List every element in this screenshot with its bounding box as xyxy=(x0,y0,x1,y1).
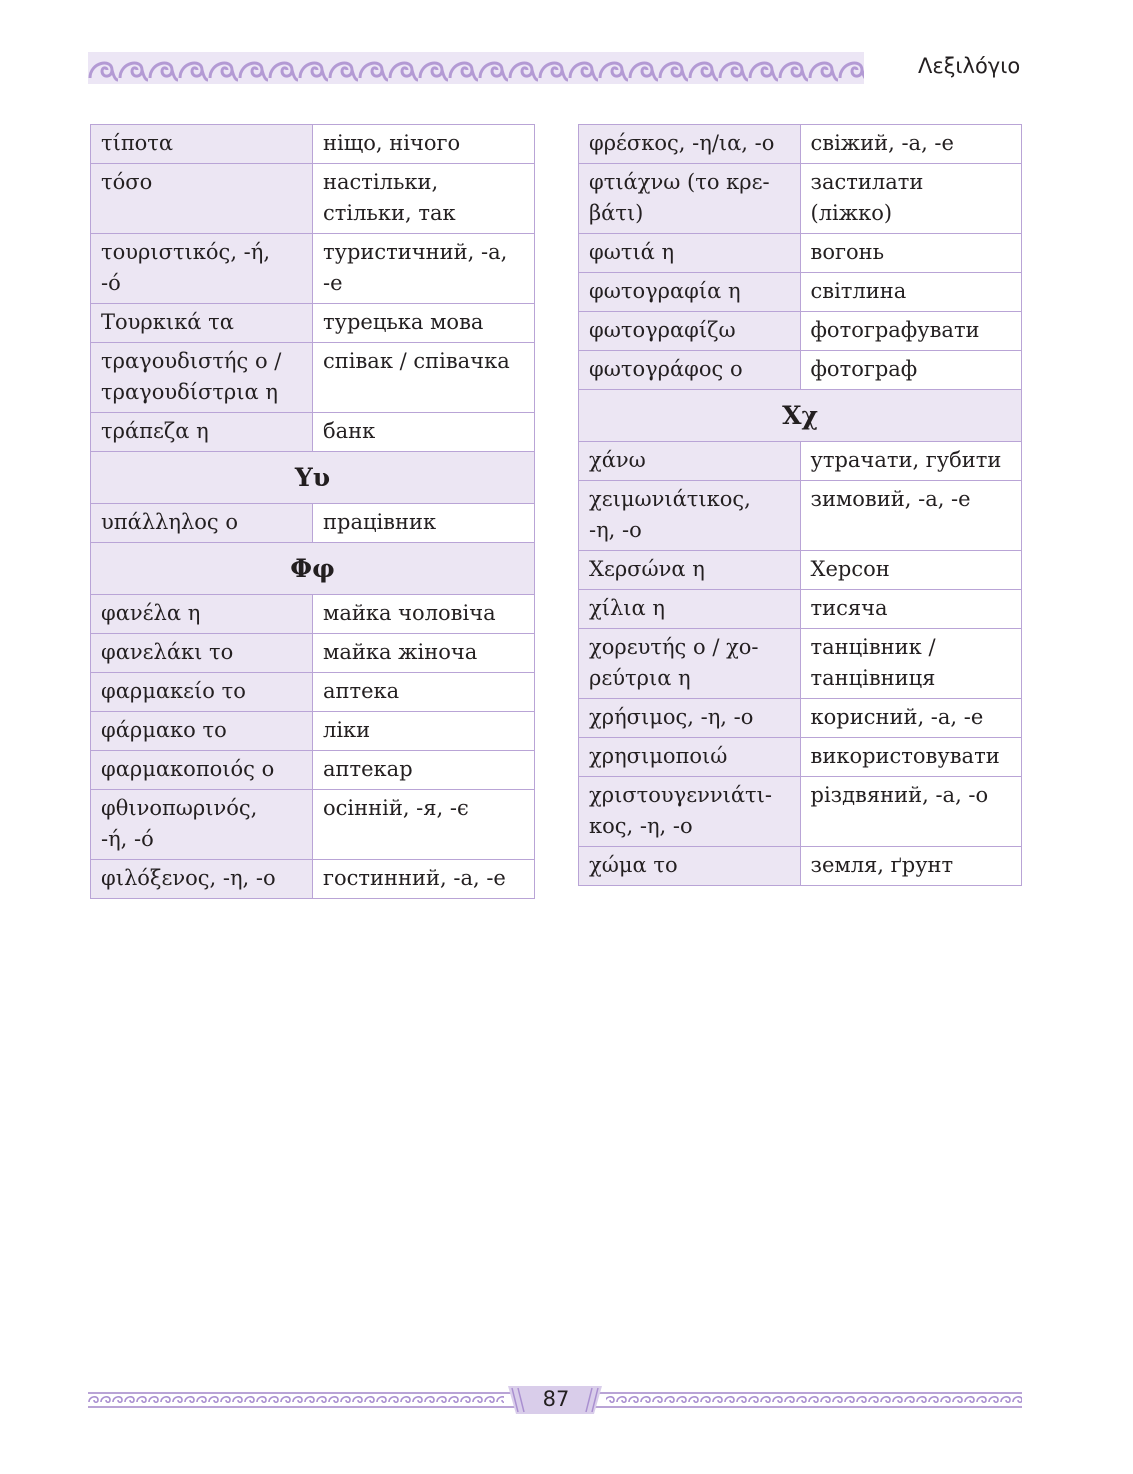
vocabulary-row xyxy=(579,629,1022,699)
vocabulary-row xyxy=(579,777,1022,847)
ukrainian-translation: застилати (ліжко) xyxy=(800,164,1022,234)
vocabulary-row xyxy=(91,790,535,860)
vocabulary-table-left xyxy=(90,124,535,899)
ukrainian-translation: майка жіноча xyxy=(313,634,535,673)
greek-term: φωτογραφία η xyxy=(579,273,801,312)
vocabulary-row xyxy=(91,304,535,343)
ukrainian-translation: аптекар xyxy=(313,751,535,790)
ukrainian-translation: вогонь xyxy=(800,234,1022,273)
vocabulary-row xyxy=(579,738,1022,777)
greek-term: φάρμακο το xyxy=(91,712,313,751)
greek-term: χάνω xyxy=(579,442,801,481)
ukrainian-translation: різдвяний, -а, -о xyxy=(800,777,1022,847)
ukrainian-translation: настільки, стільки, так xyxy=(313,164,535,234)
greek-term: φανελάκι το xyxy=(91,634,313,673)
ukrainian-translation: утрачати, губити xyxy=(800,442,1022,481)
ukrainian-translation: світлина xyxy=(800,273,1022,312)
ukrainian-translation: танцівник / танцівниця xyxy=(800,629,1022,699)
greek-term: φθινοπωρινός, -ή, -ό xyxy=(91,790,313,860)
greek-term: φαρμακείο το xyxy=(91,673,313,712)
ukrainian-translation: працівник xyxy=(313,504,535,543)
page-number: 87 xyxy=(542,1387,570,1411)
greek-term: φανέλα η xyxy=(91,595,313,634)
greek-term: χριστουγεννιάτι- κος, -η, -ο xyxy=(579,777,801,847)
ukrainian-translation: зимовий, -а, -е xyxy=(800,481,1022,551)
greek-term: χειμωνιάτικος, -η, -ο xyxy=(579,481,801,551)
ukrainian-translation: співак / співачка xyxy=(313,343,535,413)
vocabulary-row xyxy=(579,312,1022,351)
ukrainian-translation: нiщо, нiчого xyxy=(313,125,535,164)
greek-term: φωτογραφίζω xyxy=(579,312,801,351)
vocabulary-row xyxy=(579,847,1022,886)
vocabulary-row xyxy=(91,413,535,452)
page-header-title: Λεξιλόγιο xyxy=(918,54,1021,78)
greek-term: φωτογράφος ο xyxy=(579,351,801,390)
vocabulary-row xyxy=(579,351,1022,390)
vocabulary-row xyxy=(579,273,1022,312)
greek-term: φιλόξενος, -η, -ο xyxy=(91,860,313,899)
vocabulary-row xyxy=(91,751,535,790)
vocabulary-row xyxy=(579,234,1022,273)
vocabulary-row xyxy=(91,595,535,634)
greek-term: χρήσιμος, -η, -ο xyxy=(579,699,801,738)
greek-term: χρησιμοποιώ xyxy=(579,738,801,777)
ukrainian-translation: банк xyxy=(313,413,535,452)
ukrainian-translation: майка чоловіча xyxy=(313,595,535,634)
vocabulary-row xyxy=(579,125,1022,164)
vocabulary-row xyxy=(91,634,535,673)
greek-term: Χερσώνα η xyxy=(579,551,801,590)
letter-section-row xyxy=(579,390,1022,442)
section-letter: Χχ xyxy=(579,390,1022,442)
vocabulary-row xyxy=(91,860,535,899)
greek-term: χίλια η xyxy=(579,590,801,629)
vocabulary-row xyxy=(579,590,1022,629)
vocabulary-row xyxy=(91,673,535,712)
ukrainian-translation: використовувати xyxy=(800,738,1022,777)
letter-section-row xyxy=(91,543,535,595)
greek-term: φτιάχνω (το κρε- βάτι) xyxy=(579,164,801,234)
greek-term: χορευτής ο / χο- ρεύτρια η xyxy=(579,629,801,699)
section-letter: Φφ xyxy=(91,543,535,595)
section-letter: Υυ xyxy=(91,452,535,504)
greek-term: τόσο xyxy=(91,164,313,234)
ukrainian-translation: свіжий, -а, -е xyxy=(800,125,1022,164)
ukrainian-translation: турецька мова xyxy=(313,304,535,343)
ukrainian-translation: фотограф xyxy=(800,351,1022,390)
greek-term: χώμα το xyxy=(579,847,801,886)
greek-term: φωτιά η xyxy=(579,234,801,273)
greek-term: τίποτα xyxy=(91,125,313,164)
ukrainian-translation: ліки xyxy=(313,712,535,751)
vocabulary-row xyxy=(91,164,535,234)
greek-term: τραγουδιστής ο / τραγουδίστρια η xyxy=(91,343,313,413)
greek-term: τουριστικός, -ή, -ό xyxy=(91,234,313,304)
vocabulary-row xyxy=(91,125,535,164)
vocabulary-row xyxy=(91,234,535,304)
vocabulary-row xyxy=(91,343,535,413)
greek-term: τράπεζα η xyxy=(91,413,313,452)
vocabulary-row xyxy=(579,164,1022,234)
wave-ornament-header xyxy=(88,52,864,84)
greek-term: φαρμακοποιός ο xyxy=(91,751,313,790)
ukrainian-translation: земля, ґрунт xyxy=(800,847,1022,886)
ukrainian-translation: Херсон xyxy=(800,551,1022,590)
vocabulary-row xyxy=(91,504,535,543)
vocabulary-row xyxy=(579,699,1022,738)
greek-term: υπάλληλος ο xyxy=(91,504,313,543)
ukrainian-translation: корисний, -а, -е xyxy=(800,699,1022,738)
ukrainian-translation: туристичний, -а, -е xyxy=(313,234,535,304)
ukrainian-translation: аптека xyxy=(313,673,535,712)
vocabulary-row xyxy=(579,481,1022,551)
ukrainian-translation: гостинний, -а, -е xyxy=(313,860,535,899)
vocabulary-row xyxy=(579,551,1022,590)
greek-term: Τουρκικά τα xyxy=(91,304,313,343)
vocabulary-table-right xyxy=(578,124,1022,886)
ukrainian-translation: тисяча xyxy=(800,590,1022,629)
ukrainian-translation: осінній, -я, -є xyxy=(313,790,535,860)
letter-section-row xyxy=(91,452,535,504)
vocabulary-row xyxy=(579,442,1022,481)
vocabulary-row xyxy=(91,712,535,751)
greek-term: φρέσκος, -η/ια, -ο xyxy=(579,125,801,164)
ukrainian-translation: фотографувати xyxy=(800,312,1022,351)
